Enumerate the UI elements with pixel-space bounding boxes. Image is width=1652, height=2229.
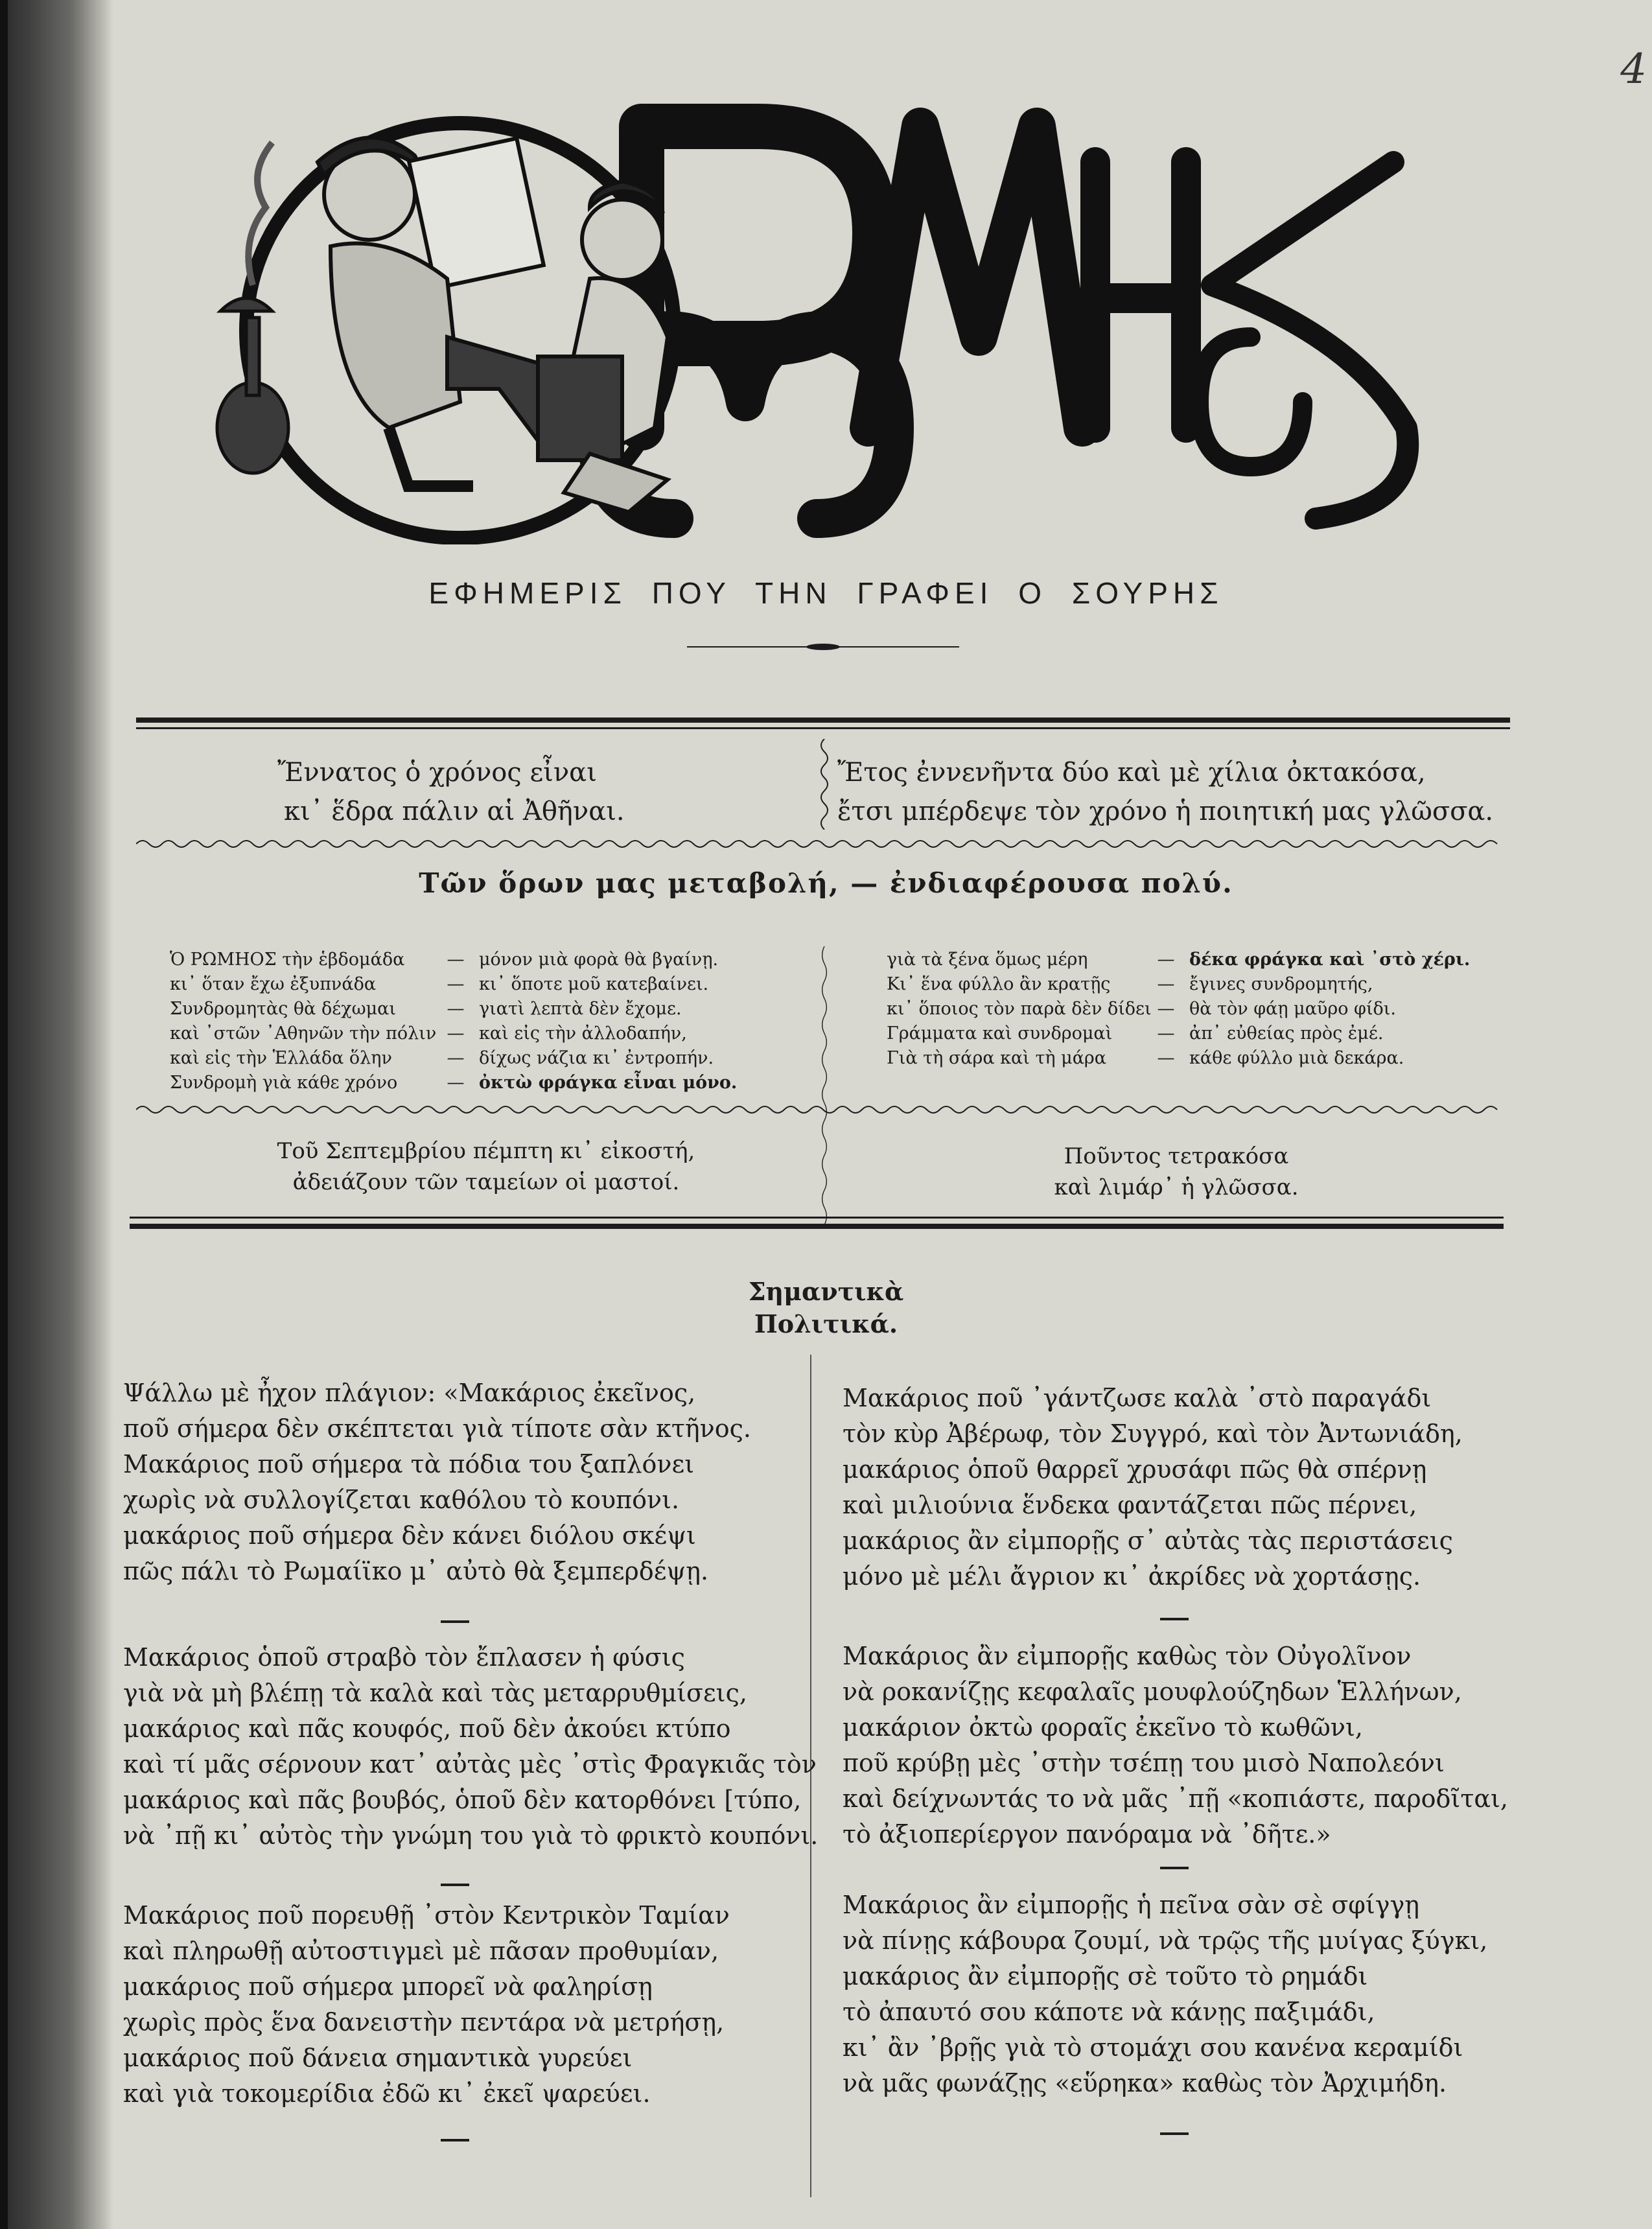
terms-left-b: κι᾽ ὅποτε μοῦ κατεβαίνει.: [479, 974, 709, 994]
verse-line: μακάριος καὶ πᾶς κουφός, ποῦ δὲν ἀκούει κτύπο: [123, 1714, 731, 1743]
verse-line: γιὰ νὰ μὴ βλέπῃ τὰ καλὰ καὶ τὰς μεταρρυθμίσεις,: [123, 1679, 747, 1707]
page-number: 4: [1620, 45, 1647, 93]
terms-row: [887, 948, 1470, 972]
verse-line: νὰ πίνῃς κάβουρα ζουμί, νὰ τρῷς τῆς μυίγας ξύγκι,: [843, 1926, 1488, 1955]
terms-left-a: κι᾽ ὅταν ἔχω ἐξυπνάδα: [170, 974, 377, 994]
left-stanza-2: [123, 1640, 818, 1854]
terms-row: [170, 1046, 737, 1071]
terms-left-a: Συνδρομὴ γιὰ κάθε χρόνο: [170, 1073, 398, 1093]
terms-dash: —: [447, 1048, 465, 1068]
terms-dash: —: [447, 950, 465, 970]
page-edge: [0, 0, 8, 2229]
terms-left: [170, 948, 737, 1095]
terms-right-b: δέκα φράγκα καὶ ᾽στὸ χέρι.: [1189, 950, 1471, 970]
terms-footer-left-line1: Τοῦ Σεπτεμβρίου πέμπτη κι᾽ εἰκοστή,: [277, 1138, 695, 1164]
header-verse-right-line2: ἔτσι μπέρδεψε τὸν χρόνο ἡ ποιητική μας γλῶσσα.: [837, 797, 1494, 826]
terms-dash: —: [1157, 974, 1175, 994]
header-verse-right: [837, 753, 1493, 831]
header-verse-left: [277, 753, 625, 831]
verse-line: Μακάριος ἂν εἰμπορῇς καθὼς τὸν Οὐγολῖνον: [843, 1642, 1412, 1670]
stanza-separator: [1160, 2132, 1189, 2135]
verse-line: Μακάριος ποῦ σήμερα τὰ πόδια του ξαπλόνει: [123, 1450, 695, 1478]
terms-right-b: κάθε φύλλο μιὰ δεκάρα.: [1189, 1048, 1404, 1068]
terms-row: [887, 1021, 1470, 1046]
verse-line: μακάριος ἂν εἰμπορῇς σὲ τοῦτο τὸ ρημάδι: [843, 1962, 1368, 1990]
masthead-illustration: [175, 65, 1439, 544]
terms-left-a: καὶ ᾽στῶν ᾽Αθηνῶν τὴν πόλιν: [170, 1023, 437, 1044]
verse-line: τὸ ἀξιοπερίεργον πανόραμα νὰ ᾽δῆτε.»: [843, 1820, 1331, 1849]
stanza-separator: [441, 2139, 469, 2141]
verse-line: πῶς πάλι τὸ Ρωμαίϊκο μ᾽ αὐτὸ θὰ ξεμπερδέψῃ.: [123, 1557, 709, 1585]
verse-line: καὶ πληρωθῇ αὐτοστιγμεὶ μὲ πᾶσαν προθυμίαν,: [123, 1937, 719, 1965]
right-stanza-3: [843, 1887, 1487, 2101]
terms-left-b: δίχως νάζια κι᾽ ἐντροπήν.: [479, 1048, 714, 1068]
verse-line: μακάριος ποῦ σήμερα δὲν κάνει διόλου σκέψι: [123, 1521, 696, 1550]
verse-line: μακάριον ὀκτὼ φοραῖς ἐκεῖνο τὸ κωθῶνι,: [843, 1713, 1363, 1742]
terms-left-a: καὶ εἰς τὴν Ἑλλάδα ὅλην: [170, 1048, 392, 1068]
verse-line: Ψάλλω μὲ ἦχον πλάγιον: «Μακάριος ἐκεῖνος,: [123, 1379, 696, 1407]
section-title-line2: Πολιτικά.: [754, 1309, 898, 1338]
terms-dash: —: [447, 1023, 465, 1044]
verse-line: ποῦ κρύβῃ μὲς ᾽στὴν τσέπῃ του μισὸ Ναπολεόνι: [843, 1749, 1445, 1777]
terms-dash: —: [447, 1073, 465, 1093]
terms-left-b: γιατὶ λεπτὰ δὲν ἔχομε.: [479, 999, 682, 1019]
terms-row: [887, 1046, 1470, 1071]
terms-row: [887, 997, 1470, 1021]
terms-right-a: Κι᾽ ἕνα φύλλο ἂν κρατῇς: [887, 974, 1111, 994]
verse-line: νὰ ᾽πῇ κι᾽ αὐτὸς τὴν γνώμη του γιὰ τὸ φρικτὸ κουπόνι.: [123, 1821, 819, 1850]
verse-line: νὰ μᾶς φωνάζῃς «εὕρηκα» καθὼς τὸν Ἀρχιμήδη.: [843, 2069, 1447, 2097]
terms-right: [887, 948, 1470, 1071]
hookah-drawing: [217, 143, 288, 473]
verse-line: καὶ τί μᾶς σέρνουν κατ᾽ αὐτὰς μὲς ᾽στὶς Φραγκιᾶς τὸν: [123, 1750, 817, 1779]
header-verse-left-line2: κι᾽ ἕδρα πάλιν αἱ Ἀθῆναι.: [284, 797, 625, 826]
bottom-rule-thin: [130, 1217, 1504, 1219]
child-figure: [538, 181, 668, 512]
terms-left-a: Ὁ ΡΩΜΗΟΣ τὴν ἑβδομάδα: [170, 950, 405, 970]
terms-right-b: ἀπ᾽ εὐθείας πρὸς ἐμέ.: [1189, 1023, 1384, 1044]
letter-omicron: [1199, 337, 1303, 467]
verse-line: μακάριος ποῦ δάνεια σημαντικὰ γυρεύει: [123, 2044, 633, 2072]
terms-dash: —: [1157, 1048, 1175, 1068]
verse-line: χωρὶς νὰ συλλογίζεται καθόλου τὸ κουπόνι.: [123, 1486, 680, 1514]
verse-line: ποῦ σήμερα δὲν σκέπτεται γιὰ τίποτε σὰν κτῆνος.: [123, 1414, 751, 1443]
terms-dash: —: [1157, 999, 1175, 1019]
verse-line: μακάριος καὶ πᾶς βουβός, ὁποῦ δὲν κατορθόνει [τύπο,: [123, 1786, 802, 1814]
terms-heading: Τῶν ὅρων μας μεταβολή, — ἐνδιαφέρουσα πολύ.: [419, 867, 1233, 899]
terms-right-b: ἔγινες συνδρομητής,: [1189, 974, 1373, 994]
left-stanza-3: [123, 1898, 730, 2112]
header-wavy-rule: [136, 836, 1510, 852]
letter-eta: [1095, 162, 1186, 428]
stanza-separator: [1160, 1867, 1189, 1869]
verse-line: μακάριος ποῦ σήμερα μπορεῖ νὰ φαληρίσῃ: [123, 1972, 653, 2001]
left-stanza-1: [123, 1375, 751, 1589]
terms-left-b: ὀκτὼ φράγκα εἶναι μόνο.: [479, 1073, 738, 1093]
terms-row: [170, 948, 737, 972]
terms-right-a: Γράμματα καὶ συνδρομαὶ: [887, 1023, 1113, 1044]
top-rule: [136, 718, 1510, 723]
section-title-line1: Σημαντικὰ: [748, 1277, 904, 1306]
verse-line: μακάριος ἂν εἰμπορῇς σ᾽ αὐτὰς τὰς περιστάσεις: [843, 1526, 1453, 1555]
verse-line: χωρὶς πρὸς ἕνα δανειστὴν πεντάρα νὰ μετρήσῃ,: [123, 2008, 725, 2036]
book-binding-shadow: [0, 0, 113, 2229]
terms-row: [887, 972, 1470, 997]
verse-line: κι᾽ ἂν ᾽βρῇς γιὰ τὸ στομάχι σου κανένα κεραμίδι: [843, 2033, 1463, 2062]
subtitle-ornament: [687, 640, 959, 653]
terms-footer-right-line2: καὶ λιμάρ᾽ ἡ γλῶσσα.: [1054, 1174, 1299, 1200]
verse-line: καὶ δείχνωντάς το νὰ μᾶς ᾽πῇ «κοπιάστε, παροδῖται,: [843, 1784, 1508, 1813]
verse-line: Μακάριος ποῦ πορευθῇ ᾽στὸν Κεντρικὸν Ταμίαν: [123, 1901, 730, 1930]
terms-wavy-rule: [136, 1102, 1510, 1117]
terms-dash: —: [1157, 1023, 1175, 1044]
terms-row: [170, 997, 737, 1021]
terms-footer-left: [162, 1136, 810, 1198]
verse-line: Μακάριος ὁποῦ στραβὸ τὸν ἔπλασεν ἡ φύσις: [123, 1643, 685, 1672]
terms-divider: [818, 946, 831, 1225]
terms-dash: —: [1157, 950, 1175, 970]
terms-right-b: θὰ τὸν φάῃ μαῦρο φίδι.: [1189, 999, 1396, 1019]
terms-row: [170, 972, 737, 997]
verse-line: καὶ γιὰ τοκομερίδια ἐδῶ κι᾽ ἐκεῖ ψαρεύει.: [123, 2079, 651, 2108]
header-divider: [818, 739, 831, 830]
masthead-subtitle: ΕΦΗΜΕΡΙΣ ΠΟΥ ΤΗΝ ΓΡΑΦΕΙ Ο ΣΟΥΡΗΣ: [428, 576, 1224, 610]
terms-left-b: μόνον μιὰ φορὰ θὰ βγαίνῃ.: [479, 950, 719, 970]
verse-line: νὰ ροκανίζῃς κεφαλαῖς μουφλούζηδων Ἑλλήνων,: [843, 1677, 1462, 1706]
verse-line: Μακάριος ἂν εἰμπορῇς ἡ πεῖνα σὰν σὲ σφίγγῃ: [843, 1891, 1419, 1919]
terms-dash: —: [447, 974, 465, 994]
verse-line: μόνο μὲ μέλι ἄγριον κι᾽ ἀκρίδες νὰ χορτάσῃς.: [843, 1562, 1421, 1591]
stanza-separator: [441, 1884, 469, 1886]
masthead-svg: [175, 65, 1439, 544]
bottom-rule: [130, 1224, 1504, 1229]
terms-right-a: Γιὰ τὴ σάρα καὶ τὴ μάρα: [887, 1048, 1107, 1068]
terms-footer-left-line2: ἀδειάζουν τῶν ταμείων οἱ μαστοί.: [292, 1169, 680, 1195]
terms-row: [170, 1021, 737, 1046]
verse-line: μακάριος ὁποῦ θαρρεῖ χρυσάφι πῶς θὰ σπέρνῃ: [843, 1455, 1427, 1484]
verse-line: τὸν κὺρ Ἀβέρωφ, τὸν Συγγρό, καὶ τὸν Ἀντωνιάδη,: [843, 1419, 1463, 1448]
verse-line: τὸ ἀπαυτό σου κάποτε νὰ κάνῃς παξιμάδι,: [843, 1998, 1375, 2026]
terms-left-a: Συνδρομητὰς θὰ δέχωμαι: [170, 999, 396, 1019]
verse-line: καὶ μιλιούνια ἕνδεκα φαντάζεται πῶς πέρνει,: [843, 1491, 1417, 1519]
terms-footer-right: [836, 1141, 1517, 1203]
top-rule-thin: [136, 727, 1510, 729]
right-stanza-2: [843, 1639, 1508, 1852]
terms-right-a: γιὰ τὰ ξένα ὅμως μέρη: [887, 950, 1088, 970]
verse-line: Μακάριος ποῦ ᾽γάντζωσε καλὰ ᾽στὸ παραγάδι: [843, 1384, 1432, 1412]
terms-right-a: κι᾽ ὅποιος τὸν παρὰ δὲν δίδει: [887, 999, 1152, 1019]
terms-row: [170, 1071, 737, 1095]
terms-left-b: καὶ εἰς τὴν ἀλλοδαπήν,: [479, 1023, 687, 1044]
header-verse-right-line1: Ἔτος ἐννενῆντα δύο καὶ μὲ χίλια ὀκτακόσα,: [837, 758, 1426, 788]
right-stanza-1: [843, 1381, 1463, 1594]
stanza-separator: [1160, 1618, 1189, 1620]
header-verse-left-line1: Ἔννατος ὁ χρόνος εἶναι: [277, 758, 597, 788]
terms-footer-right-line1: Ποῦντος τετρακόσα: [1064, 1143, 1289, 1169]
stanza-separator: [441, 1620, 469, 1623]
terms-dash: —: [447, 999, 465, 1019]
